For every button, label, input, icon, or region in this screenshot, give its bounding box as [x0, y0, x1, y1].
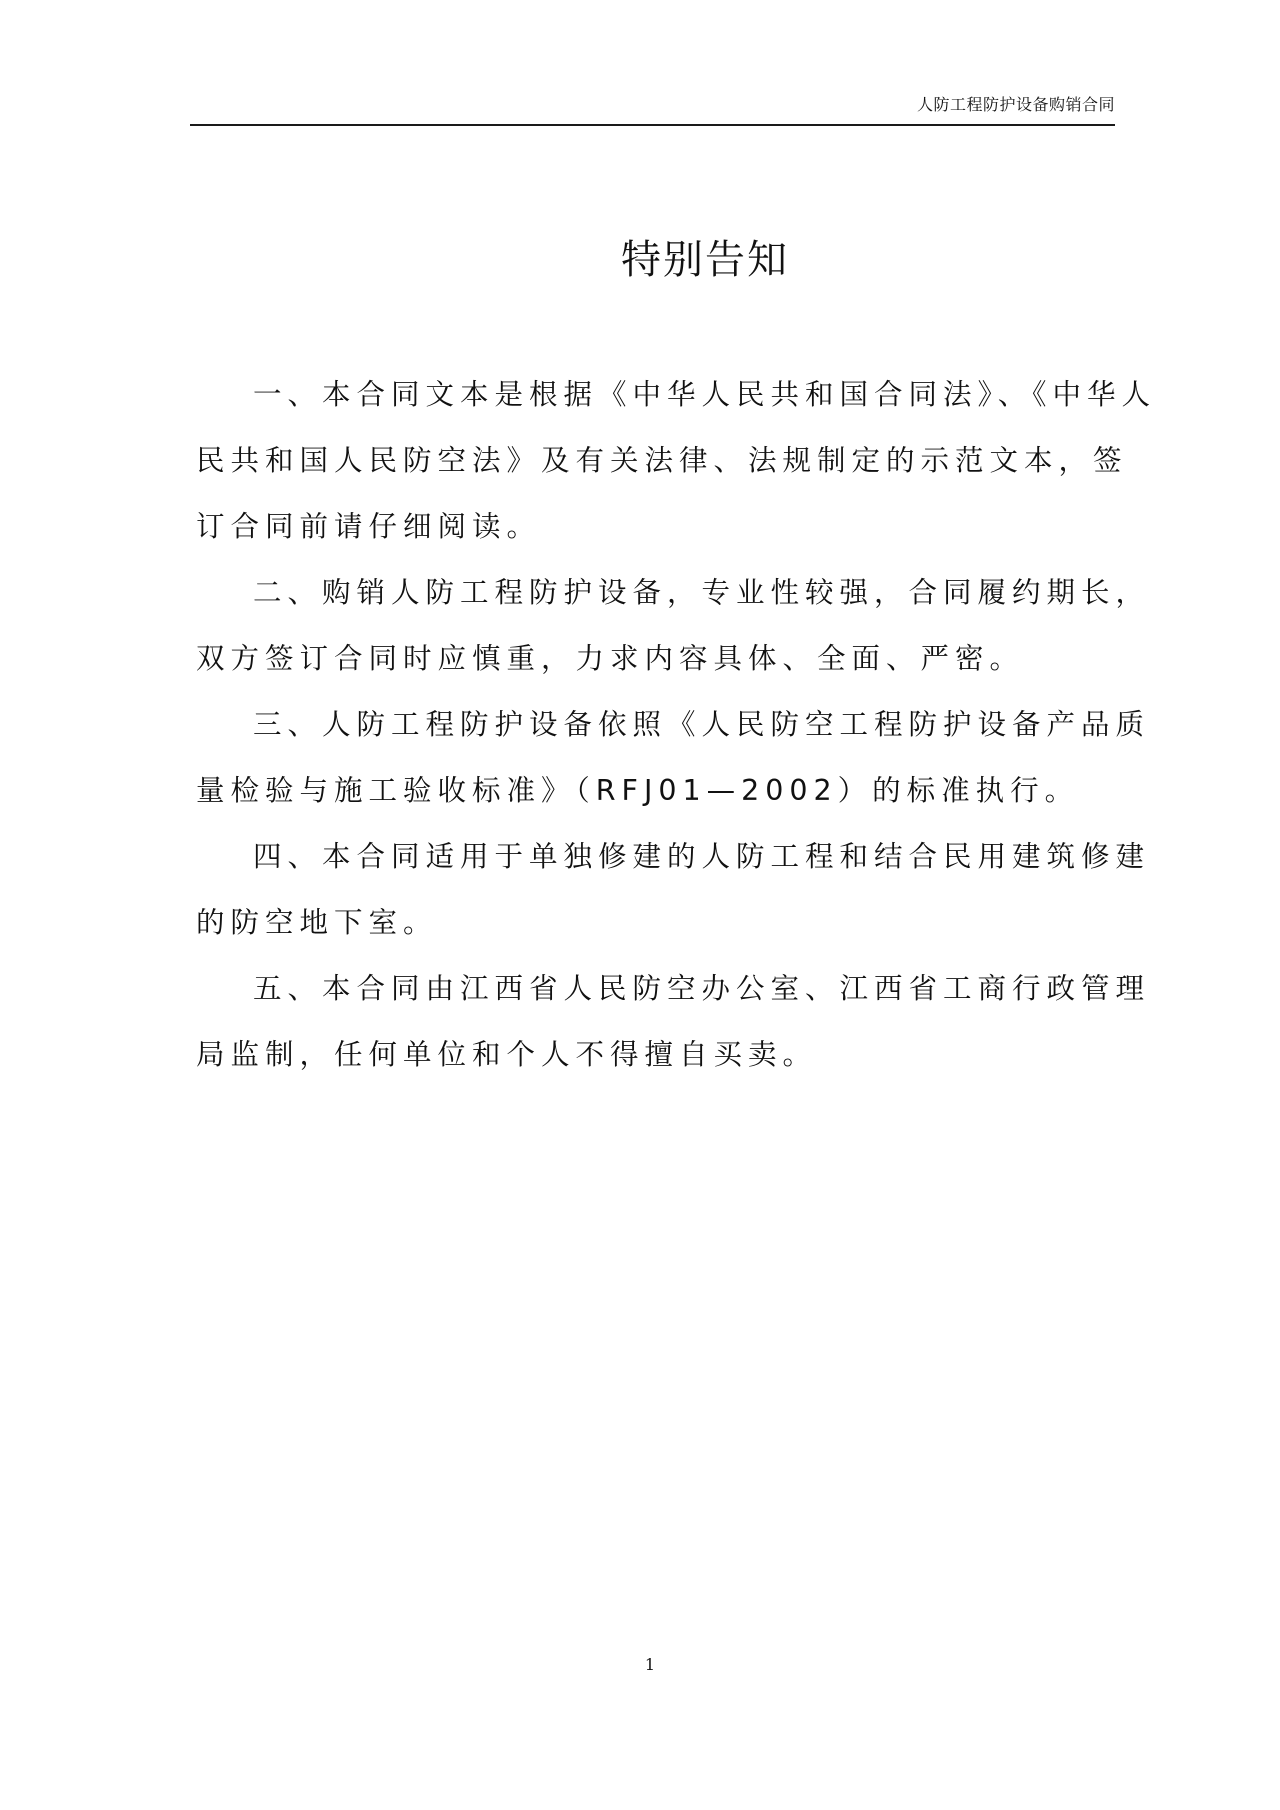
notice-paragraph-3: 三、人防工程防护设备依照《人民防空工程防护设备产品质量检验与施工验收标准》（RFJ01—2002）的标准执行。	[196, 708, 1151, 807]
header-title: 人防工程防护设备购销合同	[916, 95, 1115, 114]
notice-paragraph-5: 五、本合同由江西省人民防空办公室、江西省工商行政管理局监制，任何单位和个人不得擅自买卖。	[196, 972, 1151, 1071]
notice-paragraph-4: 四、本合同适用于单独修建的人防工程和结合民用建筑修建的防空地下室。	[196, 840, 1151, 939]
page-header	[190, 88, 1115, 126]
notice-paragraph-1: 一、本合同文本是根据《中华人民共和国合同法》、《中华人民共和国人民防空法》及有关法律、法规制定的示范文本，签订合同前请仔细阅读。	[196, 378, 1157, 543]
page-number: 1	[644, 1655, 656, 1674]
notice-paragraph-2: 二、购销人防工程防护设备，专业性较强，合同履约期长，双方签订合同时应慎重，力求内容具体、全面、严密。	[196, 576, 1151, 675]
document-title: 特别告知	[621, 237, 789, 283]
notice-body	[196, 362, 1156, 1088]
